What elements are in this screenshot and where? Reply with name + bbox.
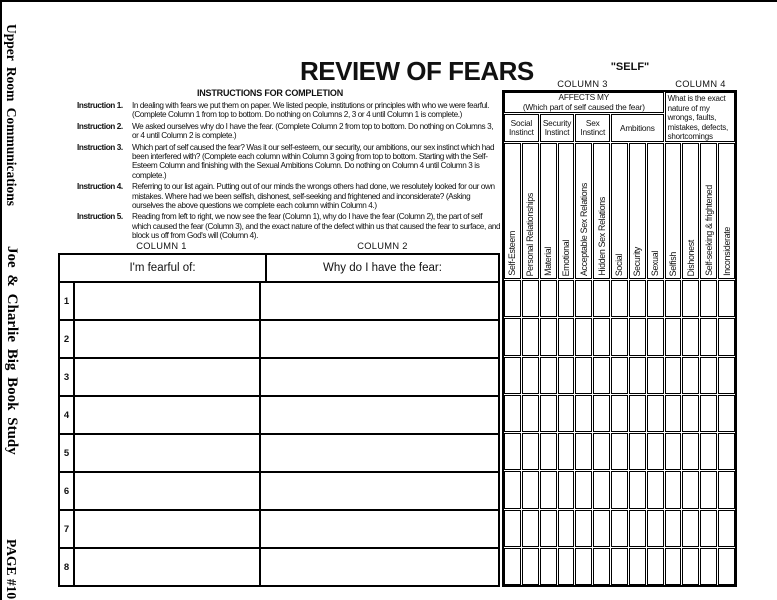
grid-cell [611,433,628,470]
grid-cell [629,357,646,394]
why-cell [261,435,498,471]
grid-cell [700,433,717,470]
vertical-label-cell [504,143,521,279]
grid-cell [522,395,539,432]
why-cell [261,473,498,509]
grid-cell [575,471,592,508]
grid-cell [682,318,699,355]
vertical-column-label: Personal Relationships [525,192,536,276]
grid-cell [665,510,682,547]
sidebar-study-title: Joe & Charlie Big Book Study [4,246,20,455]
instruction-label: Instruction 4. [77,182,123,192]
grid-cell [575,510,592,547]
instructions-heading: INSTRUCTIONS FOR COMPLETION [196,88,344,98]
grid-cell [504,357,521,394]
grid-cell [593,548,610,585]
grid-cell [575,433,592,470]
grid-cell [682,357,699,394]
instruction-item [77,101,501,119]
why-cell [261,397,498,433]
row-number: 7 [60,511,75,547]
why-cell [261,283,498,319]
grid-cell [611,280,628,317]
vertical-label-cell [522,143,539,279]
vertical-label-cell [629,143,646,279]
fear-table-header [60,255,498,281]
grid-cell [558,280,575,317]
table-row [60,357,498,395]
grid-cell [665,395,682,432]
grid-cell [700,357,717,394]
grid-cell [647,280,664,317]
grid-cell [647,471,664,508]
row-number: 3 [60,359,75,395]
grid-cell [629,318,646,355]
grid-cell [540,548,557,585]
grid-cell [540,280,557,317]
grid-cell [504,548,521,585]
vertical-column-label: Self-seeking & frightened [703,185,714,276]
affects-my-line1: AFFECTS MY [558,92,610,103]
grid-cell [558,510,575,547]
grid-cell [718,510,735,547]
grid-cell [682,471,699,508]
fearful-of-header: I'm fearful of: [60,255,267,281]
group-header-sex-instinct: Sex Instinct [575,114,610,142]
grid-cell [558,433,575,470]
group-header-security-instinct: Security Instinct [540,114,575,142]
grid-cell [522,280,539,317]
instruction-item [77,122,501,140]
vertical-column-label: Hidden Sex Relations [596,197,607,276]
vertical-column-label: Inconsiderate [721,227,732,276]
why-fear-header: Why do I have the fear: [323,262,442,274]
fear-table [58,253,500,587]
vertical-column-label: Social [614,253,625,276]
instruction-text: Referring to our list again. Putting out of our minds the wrongs others had done, we resolutely looked for our own mistakes. Where had we been selfish, dishonest, self-seeking and frightened and inconsiderate? (Asking ourselves the above questions we complete each column within Column 4.) [132,182,495,210]
instructions-list [77,101,501,240]
fearful-cell [75,435,261,471]
grid-cell [540,433,557,470]
top-edge-line [0,0,777,2]
grid-cell [611,318,628,355]
grid-cell [718,395,735,432]
grid-cell [540,510,557,547]
grid-cell [611,471,628,508]
vertical-column-label: Emotional [560,239,571,276]
column3-heading: COLUMN 3 [557,79,608,89]
vertical-column-label: Security [632,246,643,276]
grid-cell [629,548,646,585]
grid-cell [593,280,610,317]
group-header-social-instinct: Social Instinct [504,114,539,142]
instruction-label: Instruction 2. [77,122,123,132]
vertical-label-cell [611,143,628,279]
vertical-label-cell [558,143,575,279]
grid-cell [504,280,521,317]
grid-cell [665,471,682,508]
grid-cell [522,548,539,585]
vertical-column-label: Sexual [650,250,661,276]
grid-cell [682,395,699,432]
vertical-label-cell [575,143,592,279]
grid-cell [647,395,664,432]
grid-cell [682,548,699,585]
grid-cell [700,280,717,317]
grid-cell [682,510,699,547]
fearful-cell [75,549,261,585]
vertical-column-label: Self-Esteem [507,231,518,276]
grid-cell [700,395,717,432]
table-row [60,281,498,319]
grid-cell [718,280,735,317]
affects-my-line2: (Which part of self caused the fear) [522,101,645,112]
fearful-cell [75,283,261,319]
grid-cell [558,357,575,394]
grid-cell [575,318,592,355]
instruction-text: Which part of self caused the fear? Was it our self-esteem, our security, our ambitions, our sex instinct which had been interfered with? (Complete each column within Column 3 going from top to bottom. Starting with the Self-Esteem Column and finishing with the Sexual Ambitions Column. Do nothing on Column 4 until Column 3 is complete.) [132,143,495,180]
grid-cell [593,433,610,470]
grid-cell [700,318,717,355]
grid-cell [682,280,699,317]
grid-cell [647,548,664,585]
fearful-cell [75,511,261,547]
grid-cell [611,548,628,585]
instruction-label: Instruction 3. [77,143,123,153]
grid-cell [629,280,646,317]
grid-cell [665,433,682,470]
grid-cell [593,471,610,508]
instruction-text: Reading from left to right, we now see the fear (Column 1), why do I have the fear (Column 2), the part of self which caused the fear (Column 3), and the exact nature of the defect within us that caused the fear to surface, and block us off from God's will (Column 4). [132,212,501,240]
row-number: 1 [60,283,75,319]
fearful-cell [75,359,261,395]
table-row [60,319,498,357]
vertical-label-cell [700,143,717,279]
column4-description: What is the exact nature of my wrongs, faults, mistakes, defects, shortcomings [665,92,735,142]
grid-cell [575,548,592,585]
grid-cell [718,433,735,470]
vertical-label-cell [540,143,557,279]
grid-cell [718,357,735,394]
row-number: 5 [60,435,75,471]
column2-caption: COLUMN 2 [357,241,408,251]
grid-cell [540,471,557,508]
column4-heading: COLUMN 4 [675,79,726,89]
instruction-item [77,143,501,180]
table-row [60,433,498,471]
instruction-item [77,212,501,240]
table-row [60,509,498,547]
grid-cell [665,548,682,585]
grid-cell [504,318,521,355]
grid-cell [540,318,557,355]
grid-cell [718,548,735,585]
vertical-column-label: Dishonest [685,239,696,276]
grid-cell [540,395,557,432]
grid-cell [629,395,646,432]
why-cell [261,549,498,585]
grid-cell [540,357,557,394]
grid-cell [682,433,699,470]
why-cell [261,511,498,547]
grid-cell [504,395,521,432]
left-edge-line [0,0,2,600]
fearful-cell [75,321,261,357]
grid-cell [629,510,646,547]
vertical-label-cell [647,143,664,279]
grid-cell [593,395,610,432]
table-row [60,395,498,433]
grid-cell [700,471,717,508]
vertical-label-cell [593,143,610,279]
grid-cell [700,510,717,547]
grid-cell [522,510,539,547]
row-number: 6 [60,473,75,509]
grid-cell [647,318,664,355]
row-number: 2 [60,321,75,357]
grid-cell [522,433,539,470]
vertical-column-label: Material [543,247,554,276]
instruction-item [77,182,501,210]
grid-cell [593,510,610,547]
instruction-text: We asked ourselves why do I have the fear. (Complete Column 2 from top to bottom. Do nothing on Columns 3, or 4 until Column 2 is complete.) [132,122,494,141]
grid-cell [665,280,682,317]
vertical-label-cell [665,143,682,279]
instruction-label: Instruction 5. [77,212,123,222]
self-heading: "SELF" [610,61,650,73]
grid-cell [611,395,628,432]
grid-cell [718,318,735,355]
table-row [60,471,498,509]
grid-cell [558,548,575,585]
grid-cell [665,357,682,394]
grid-cell [558,395,575,432]
grid-cell [575,280,592,317]
grid-cell [611,357,628,394]
sidebar-page-number: PAGE #10 [4,539,19,600]
grid-cell [522,357,539,394]
why-cell [261,359,498,395]
grid-cell [647,433,664,470]
grid-cell [575,395,592,432]
fear-table-body [60,281,498,585]
grid-cell [575,357,592,394]
grid-cell [647,357,664,394]
row-number: 8 [60,549,75,585]
vertical-label-cell [682,143,699,279]
vertical-label-cell [718,143,735,279]
affects-my-header [504,92,664,113]
grid-cell [629,471,646,508]
instructions-section [77,89,501,243]
grid-cell [504,471,521,508]
fearful-cell [75,397,261,433]
vertical-column-label: Selfish [668,251,679,276]
table-row [60,547,498,585]
why-cell [261,321,498,357]
grid-cell [558,318,575,355]
vertical-column-label: Acceptable Sex Relations [578,182,589,276]
fearful-cell [75,473,261,509]
page-title: REVIEW OF FEARS [300,56,534,86]
grid-cell [558,471,575,508]
grid-cell [700,548,717,585]
instruction-label: Instruction 1. [77,101,123,111]
grid-cell [593,318,610,355]
grid-cell [504,433,521,470]
instruction-text: In dealing with fears we put them on paper. We listed people, institutions or principles with who we were fearful. (Complete Column 1 from top to bottom. Do nothing on Columns 2, 3 or 4 until Column 1 is complete.) [132,101,490,120]
sidebar-publisher: Upper Room Communications [4,24,19,207]
grid-cell [522,471,539,508]
group-header-ambitions: Ambitions [611,114,664,142]
analysis-grid [502,90,737,587]
grid-cell [718,471,735,508]
grid-cell [611,510,628,547]
grid-cell [647,510,664,547]
column1-caption: COLUMN 1 [136,241,187,251]
row-number: 4 [60,397,75,433]
grid-cell [665,318,682,355]
grid-cell [593,357,610,394]
grid-cell [522,318,539,355]
grid-cell [629,433,646,470]
grid-cell [504,510,521,547]
